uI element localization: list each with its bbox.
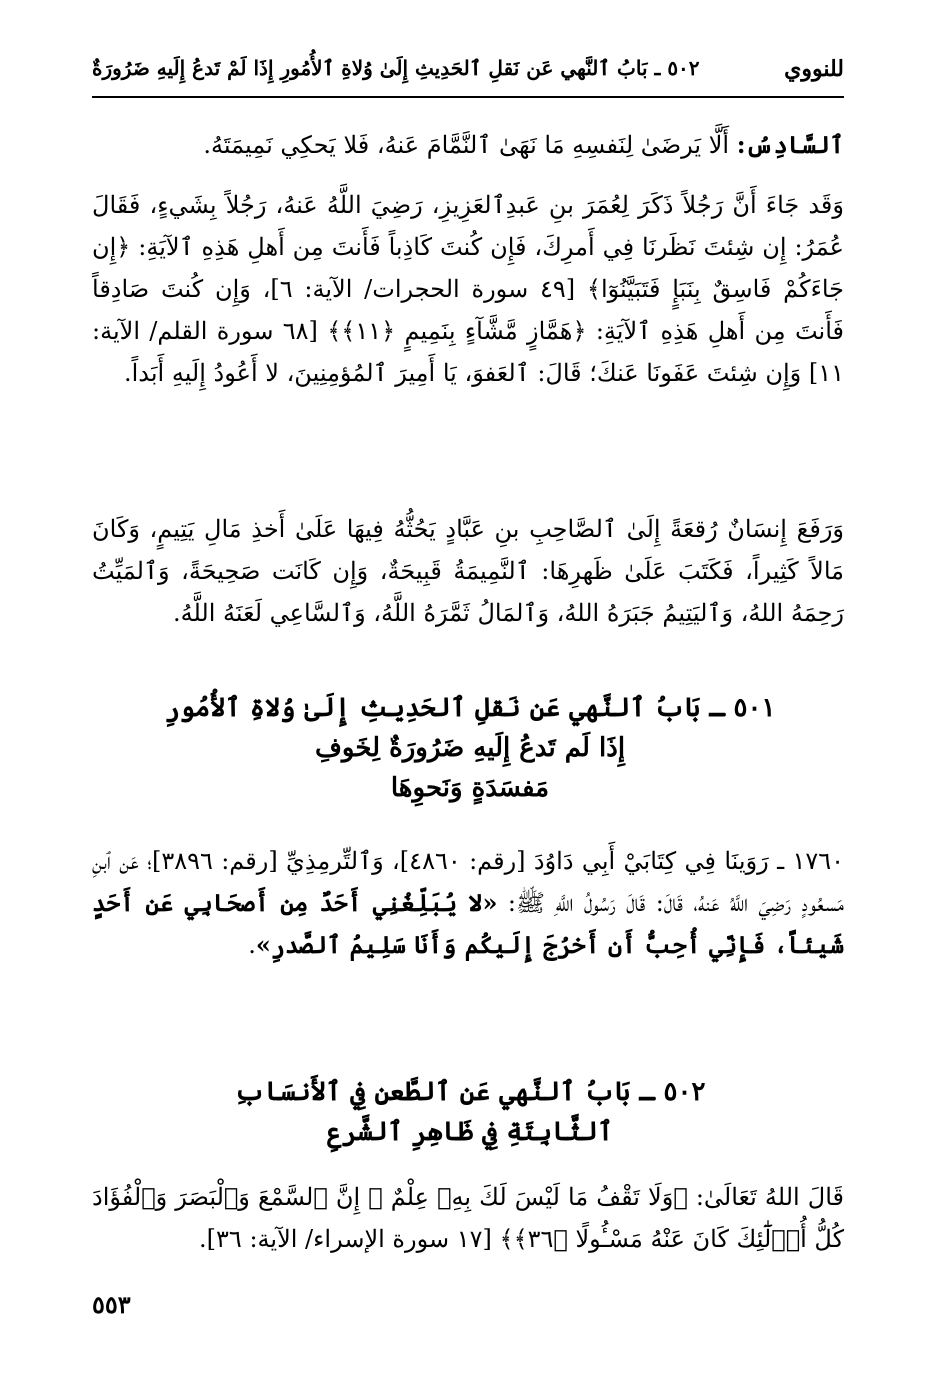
hadith-intro: ١٧٦٠ ـ رَوَينَا فِي كِتَابَيْ أَبِي دَاوُدَ [رقم: ٤٨٦٠]، وَٱلتِّرمِذِيِّ [رقم: ٣٨٩٦]؛ عَن ٱبنِ مَسعُودٍ رَضِيَ اللَّهُ عَنهُ، قَالَ: قَالَ رَسُولُ اللَّهِ ﷺ: xyxy=(92,847,844,917)
page-header xyxy=(92,52,844,98)
heading-502-line-2: ٱلثَّابِتَةِ فِي ظَاهِرِ ٱلشَّرعِ xyxy=(326,1117,614,1147)
heading-501-line-1: ٥٠١ ـ بَابُ ٱلنَّهي عَن نَقلِ ٱلحَدِيثِ إِلَىٰ وُلاةِ ٱلأُمُورِ xyxy=(164,693,776,723)
hadith-end: . xyxy=(248,931,256,959)
page-number: ٥٥٣ xyxy=(92,1290,131,1319)
heading-501-line-3: مَفسَدَةٍ وَنَحوِهَا xyxy=(390,773,550,803)
heading-501-line-2: إِذَا لَم تَدعُ إِلَيهِ ضَرُورَةٌ لِخَوفِ xyxy=(314,733,626,763)
sixth-text: أَلَّا يَرضَىٰ لِنَفسِهِ مَا نَهَىٰ ٱلنَّمَّامَ عَنهُ، فَلا يَحكِي نَمِيمَتَهُ. xyxy=(203,131,737,159)
book-label: للنووي xyxy=(784,56,844,82)
sixth-label: ٱلسَّادِسُ: xyxy=(736,130,844,159)
paragraph-sahib-story: وَرَفَعَ إِنسَانٌ رُقعَةً إِلَىٰ ٱلصَّاحِبِ بنِ عَبَّادٍ يَحُثُّهُ فِيهَا عَلَىٰ أَخذِ مَالِ يَتِيمٍ، وَكَانَ مَالاً كَثِيراً، فَكَتَبَ عَلَىٰ ظَهرِهَا: ٱلنَّمِيمَةُ قَبِيحَةٌ، وَإِن كَانَت صَحِيحَةً، وَٱلمَيِّتُ رَحِمَهُ اللهُ، وَٱليَتِيمُ جَبَرَهُ اللهُ، وَٱلمَالُ ثَمَّرَهُ اللَّهُ، وَٱلسَّاعِي لَعَنَهُ اللَّهُ. xyxy=(92,515,844,627)
paragraph-umar-story: وَقَد جَاءَ أَنَّ رَجُلاً ذَكَرَ لِعُمَرَ بنِ عَبدِٱلعَزِيزِ، رَضِيَ اللَّهُ عَنهُ، رَجُلاً بِشَيءٍ، فَقَالَ عُمَرُ: إِن شِئتَ نَظَرنَا فِي أَمرِكَ، فَإِن كُنتَ كَاذِباً فَأَنتَ مِن أَهلِ هَذِهِ ٱلآيَةِ: ﴿إِن جَاءَكُمْ فَاسِقٌ بِنَبَإٍ فَتَبَيَّنُوٓا﴾ [٤٩ سورة الحجرات/ الآية: ٦]، وَإِن كُنتَ صَادِقاً فَأَنتَ مِن أَهلِ هَذِهِ ٱلآيَةِ: ﴿هَمَّازٍ مَّشَّآءٍ بِنَمِيمٍ ﴿١١﴾﴾ [٦٨ سورة القلم/ الآية: ١١] وَإِن شِئتَ عَفَونَا عَنكَ؛ قَالَ: ٱلعَفوَ، يَا أَمِيرَ ٱلمُؤمِنِينَ، لا أَعُودُ إِلَيهِ أَبَداً. xyxy=(92,191,844,387)
paragraph-quran-isra: قَالَ اللهُ تَعَالَىٰ: ﴿وَلَا تَقْفُ مَا لَيْسَ لَكَ بِهِۦ عِلْمٌ ۚ إِنَّ ٱلسَّمْعَ وَٱلْبَصَرَ وَٱلْفُؤَادَ كُلُّ أُو۟لَٰٓئِكَ كَانَ عَنْهُ مَسْـُٔولًا ﴿٣٦﴾﴾ [١٧ سورة الإسراء/ الآية: ٣٦]. xyxy=(92,1183,844,1253)
running-chapter-title: ٥٠٢ ـ بَابُ ٱلنَّهي عَن نَقلِ ٱلحَدِيثِ إِلَىٰ وُلاةِ ٱلأُمُورِ إِذَا لَمْ تَدعُ إِلَيهِ ضَرُورَةٌ xyxy=(92,56,700,80)
chapter-heading-502 xyxy=(120,1072,820,1152)
paragraph-sixth xyxy=(92,124,844,166)
chapter-heading-501 xyxy=(120,688,820,808)
heading-502-line-1: ٥٠٢ ـ بَابُ ٱلنَّهي عَن ٱلطَّعنِ فِي ٱلأَنسَابِ xyxy=(234,1077,706,1107)
hadith-quote: «لا يُبَلِّغُنِي أَحَدٌ مِن أَصحَابِي عَن أَحَدٍ شَيئاً، فَإِنِّي أُحِبُّ أَن أَخرُجَ إِلَيكُم وَأَنَا سَلِيمُ ٱلصَّدرِ» xyxy=(92,888,844,959)
hadith-1760 xyxy=(92,840,844,966)
